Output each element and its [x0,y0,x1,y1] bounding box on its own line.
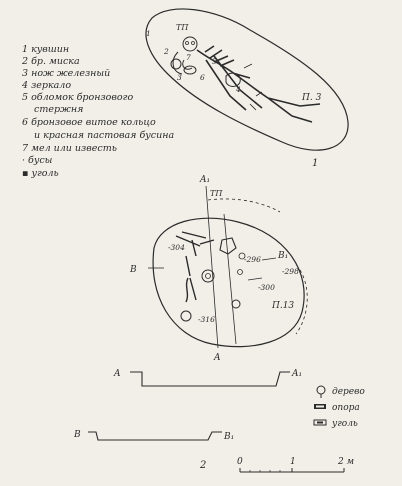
section-profile-aa [113,369,302,386]
find-number-label: 6 [200,73,205,82]
legend-item: дерево [332,387,365,397]
skull [183,37,197,51]
legend-item: 7 мел или известь [22,143,117,154]
profile-label-a1: A₁ [292,369,303,379]
figure-number-2: 2 [200,460,207,471]
depth-label: -300 [258,283,275,292]
legend-item: 6 бронзовое витое кольцо [22,117,156,128]
depth-label: -296 [244,255,261,264]
depth-label: -304 [168,243,185,252]
section-label-a1-top: A₁ [200,175,211,185]
scale-label: 1 [290,457,296,467]
section-profile-bb [73,430,234,442]
plot-label: П. 3 [302,93,322,103]
grave-outline-2 [153,218,304,346]
burial-plan-1 [146,9,348,169]
tree-icon [317,386,325,398]
legend-item: уголь [332,419,358,429]
section-label-a-bottom: A [214,353,221,363]
scale-label: 2 м [338,457,355,467]
legend-1 [21,44,174,179]
legend-item: 1 кувшин [22,44,70,55]
depth-label: -298 [282,267,299,276]
support-icon [314,404,326,409]
profile-label-b1: B₁ [224,432,235,442]
depth-label: -316 [198,315,215,324]
charcoal-icon [314,420,326,425]
legend-item: стержня [34,104,84,115]
legend-item: 4 зеркало [22,80,72,91]
find-number-label: 4 [236,85,241,94]
find-number-label: 5 [212,57,217,66]
legend-item: 2 бр. миска [22,56,80,67]
section-label-b1-right: B₁ [278,251,289,261]
pit-label: ТП [210,189,223,198]
figure-number: 1 [312,158,319,169]
legend-item: 5 обломок бронзового [22,92,134,103]
legend-item: · бусы [22,155,53,166]
legend-item: опора [332,403,360,413]
find-number-label: 7 [186,53,191,62]
profile-label-a: A [114,369,121,379]
section-label-b-left: B [130,265,137,275]
plot-label: П.13 [272,301,295,311]
pit-label: ТП [176,23,189,32]
legend-item: 3 нож железный [22,68,111,79]
burial-plan-2 [129,175,307,363]
find-vessel [171,59,181,69]
find-number-label: 1 [146,29,151,38]
legend-item: ▪ уголь [22,168,59,179]
legend-item: и красная пастовая бусина [34,130,175,141]
scale-label: 0 [237,457,243,467]
find-number-label: 2 [164,47,169,56]
scale-bar [237,457,354,472]
profile-label-b: B [74,430,81,440]
legend-2 [314,386,365,429]
find-number-label: 3 [177,73,182,82]
